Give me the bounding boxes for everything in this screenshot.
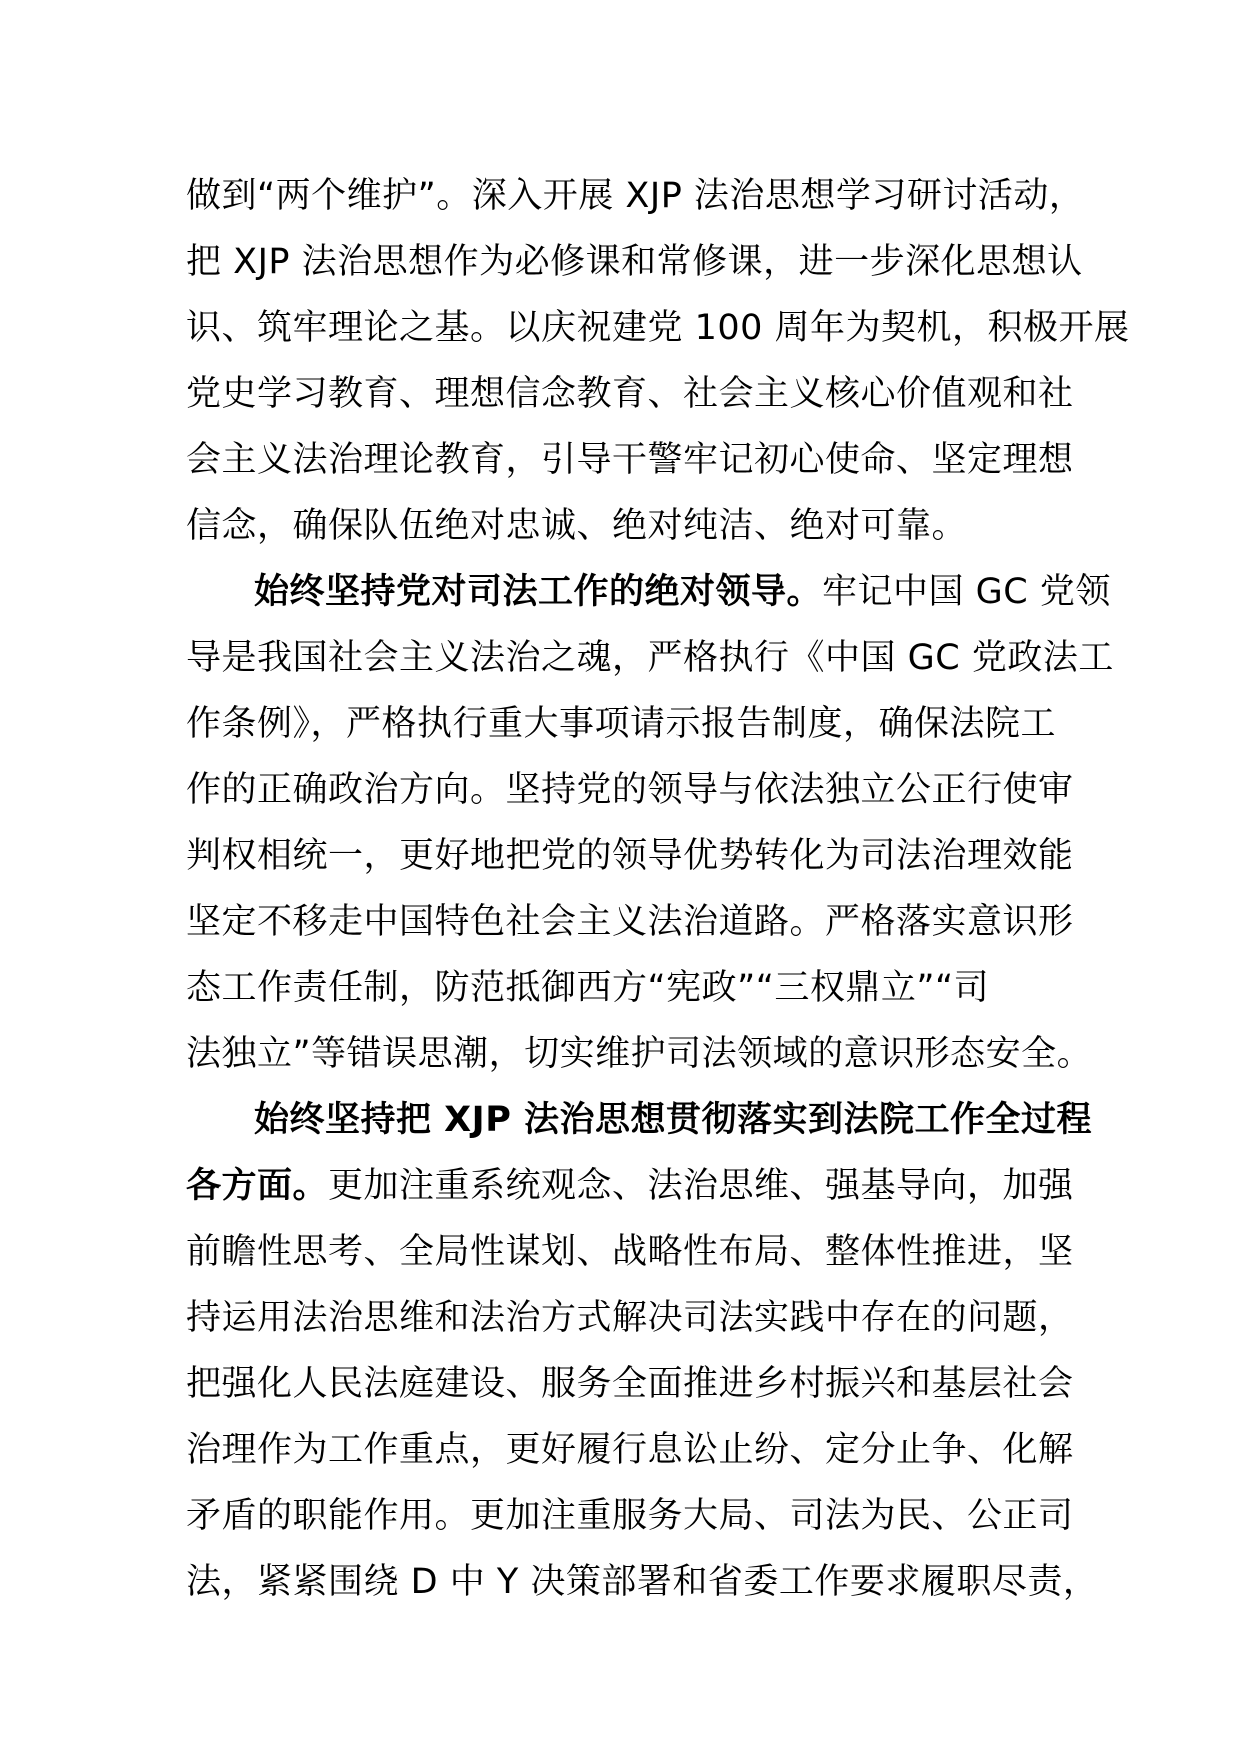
paragraph-3-line-6: 治理作为工作重点，更好履行息讼止纷、定分止争、化解 — [186, 1430, 1074, 1470]
paragraph-2-line-2: 导是我国社会主义法治之魂，严格执行《中国 GC 党政法工 — [186, 638, 1114, 678]
paragraph-3-heading-line-2: 各方面。 — [186, 1166, 329, 1206]
paragraph-3-line-8: 法，紧紧围绕 D 中 Y 决策部署和省委工作要求履职尽责， — [186, 1562, 1099, 1602]
paragraph-2-line-5: 判权相统一，更好地把党的领导优势转化为司法治理效能 — [186, 836, 1074, 876]
paragraph-1-line-2: 把 XJP 法治思想作为必修课和常修课，进一步深化思想认 — [186, 242, 1083, 282]
paragraph-1-line-1: 做到“两个维护”。深入开展 XJP 法治思想学习研讨活动， — [186, 176, 1085, 216]
paragraph-2-line-1 — [254, 559, 1111, 625]
paragraph-3-line-3: 前瞻性思考、全局性谋划、战略性布局、整体性推进，坚 — [186, 1232, 1074, 1272]
paragraph-2-line-4: 作的正确政治方向。坚持党的领导与依法独立公正行使审 — [186, 770, 1074, 810]
paragraph-2-first-rest: 牢记中国 GC 党领 — [822, 572, 1111, 612]
paragraph-3-second-rest: 更加注重系统观念、法治思维、强基导向，加强 — [328, 1166, 1074, 1206]
paragraph-3-heading-line-1: 始终坚持把 XJP 法治思想贯彻落实到法院工作全过程 — [254, 1100, 1093, 1140]
paragraph-1-line-6: 信念，确保队伍绝对忠诚、绝对纯洁、绝对可靠。 — [186, 506, 968, 546]
paragraph-1-line-4: 党史学习教育、理想信念教育、社会主义核心价值观和社 — [186, 374, 1074, 414]
paragraph-3-line-5: 把强化人民法庭建设、服务全面推进乡村振兴和基层社会 — [186, 1364, 1074, 1404]
paragraph-2-line-8: 法独立”等错误思潮，切实维护司法领域的意识形态安全。 — [186, 1034, 1093, 1074]
paragraph-3-line-7: 矛盾的职能作用。更加注重服务大局、司法为民、公正司 — [186, 1496, 1074, 1536]
paragraph-3-line-4: 持运用法治思维和法治方式解决司法实践中存在的问题， — [186, 1298, 1074, 1338]
paragraph-2-heading: 始终坚持党对司法工作的绝对领导。 — [254, 572, 823, 612]
paragraph-1-line-3: 识、筑牢理论之基。以庆祝建党 100 周年为契机，积极开展 — [186, 308, 1130, 348]
paragraph-2-line-7: 态工作责任制，防范抵御西方“宪政”“三权鼎立”“司 — [186, 968, 990, 1008]
paragraph-2-line-6: 坚定不移走中国特色社会主义法治道路。严格落实意识形 — [186, 902, 1074, 942]
paragraph-2-line-3: 作条例》，严格执行重大事项请示报告制度，确保法院工 — [186, 704, 1057, 744]
paragraph-1-line-5: 会主义法治理论教育，引导干警牢记初心使命、坚定理想 — [186, 440, 1074, 480]
paragraph-3-line-2 — [186, 1153, 1074, 1219]
